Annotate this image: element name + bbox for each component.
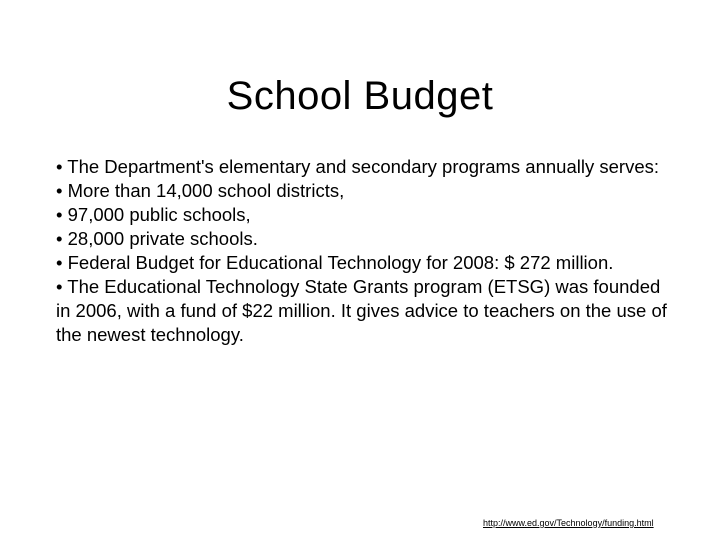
bullet-item: • 28,000 private schools. bbox=[56, 228, 258, 249]
bullet-item: • Federal Budget for Educational Technology for 2008: $ 272 million. bbox=[56, 252, 614, 273]
bullet-item: • 97,000 public schools, bbox=[56, 204, 251, 225]
bullet-item: • The Educational Technology State Grants program (ETSG) was founded in 2006, with a fund of $22 million. It gives advice to teachers on the use of the newest technology. bbox=[56, 276, 667, 345]
bullet-item: • More than 14,000 school districts, bbox=[56, 180, 345, 201]
bullet-list bbox=[56, 155, 676, 347]
slide-title: School Budget bbox=[226, 74, 494, 118]
bullet-item: • The Department's elementary and secondary programs annually serves: bbox=[56, 156, 659, 177]
source-link[interactable]: http://www.ed.gov/Technology/funding.html bbox=[483, 518, 654, 528]
